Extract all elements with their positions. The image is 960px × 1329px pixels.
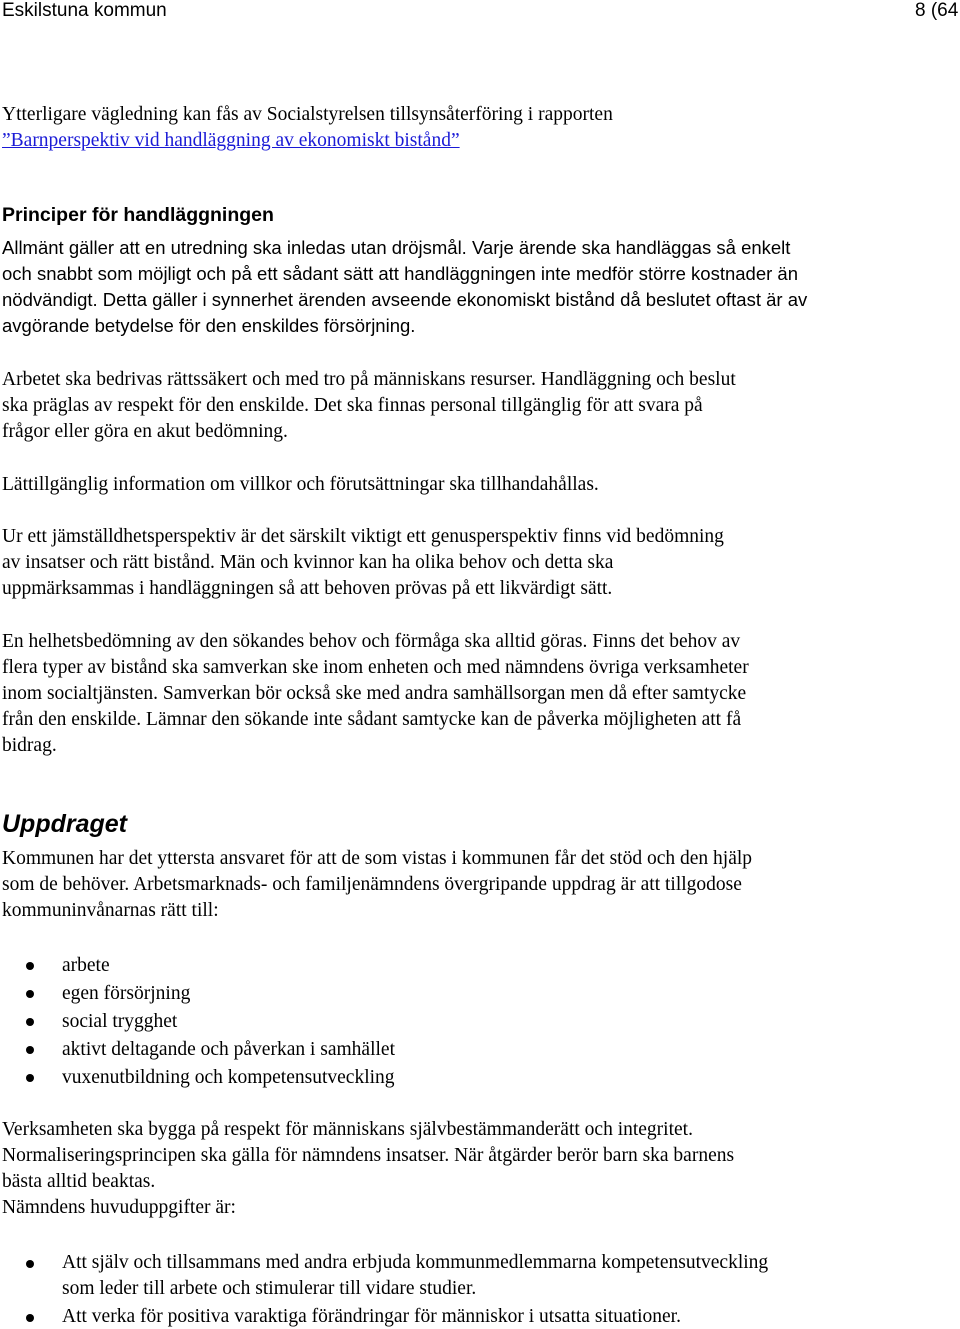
paragraph-line: Normaliseringsprincipen ska gälla för nämndens insatser. När åtgärder berör barn ska barnens [2, 1145, 735, 1166]
list-item [0, 1064, 395, 1092]
list-item [0, 952, 395, 980]
list-item-text: egen försörjning [62, 983, 191, 1004]
bullet-icon [26, 1314, 34, 1322]
list-item [0, 1304, 768, 1329]
paragraph-line: Nämndens huvuduppgifter är: [2, 1197, 236, 1218]
intro-paragraph [2, 102, 952, 154]
list-item-text: som leder till arbete och stimulerar till vidare studier. [62, 1278, 477, 1299]
assignment-paragraph-1 [2, 846, 952, 924]
paragraph-line: Verksamheten ska bygga på respekt för människans självbestämmanderätt och integritet. [2, 1119, 693, 1140]
paragraph-line: frågor eller göra en akut bedömning. [2, 421, 288, 442]
paragraph-line: inom socialtjänsten. Samverkan bör också ske med andra samhällsorgan men då efter samtycke [2, 683, 747, 704]
principles-paragraph-3 [2, 472, 952, 498]
tasks-list [0, 1250, 768, 1329]
intro-line: Ytterligare vägledning kan fås av Socialstyrelsen tillsynsåterföring i rapporten [2, 104, 613, 125]
principles-paragraph-4 [2, 524, 952, 602]
bullet-icon [26, 990, 34, 998]
bullet-icon [26, 1046, 34, 1054]
paragraph-line: uppmärksammas i handläggningen så att behoven prövas på ett likvärdigt sätt. [2, 578, 613, 599]
paragraph-line: Allmänt gäller att en utredning ska inledas utan dröjsmål. Varje ärende ska handläggas så enkelt [2, 237, 791, 258]
list-item [0, 1250, 768, 1302]
paragraph-line: Kommunen har det yttersta ansvaret för att de som vistas i kommunen får det stöd och den hjälp [2, 848, 753, 869]
principles-heading: Principer för handläggningen [2, 204, 274, 226]
paragraph-line: bästa alltid beaktas. [2, 1171, 156, 1192]
assignment-paragraph-2 [2, 1117, 952, 1221]
paragraph-line: Ur ett jämställdhetsperspektiv är det särskilt viktigt ett genusperspektiv finns vid bedömning [2, 526, 724, 547]
paragraph-line: flera typer av bistånd ska samverkan ske inom enheten och med nämndens övriga verksamheter [2, 657, 749, 678]
paragraph-line: som de behöver. Arbetsmarknads- och familjenämndens övergripande uppdrag är att tillgodose [2, 874, 742, 895]
paragraph-line: En helhetsbedömning av den sökandes behov och förmåga ska alltid göras. Finns det behov av [2, 631, 741, 652]
paragraph-line: från den enskilde. Lämnar den sökande inte sådant samtycke kan de påverka möjligheten att få [2, 709, 742, 730]
list-item-text: arbete [62, 955, 110, 976]
bullet-icon [26, 1074, 34, 1082]
list-item [0, 1008, 395, 1036]
principles-paragraph-2 [2, 367, 952, 445]
paragraph-line: och snabbt som möjligt och på ett sådant sätt att handläggningen inte medför större kostnader än [2, 263, 798, 284]
assignment-heading: Uppdraget [2, 810, 127, 838]
paragraph-line: Lättillgänglig information om villkor och förutsättningar ska tillhandahållas. [2, 474, 599, 495]
paragraph-line: ska präglas av respekt för den enskilde. Det ska finnas personal tillgänglig för att svara på [2, 395, 703, 416]
paragraph-line: av insatser och rätt bistånd. Män och kvinnor kan ha olika behov och detta ska [2, 552, 614, 573]
bullet-icon [26, 1018, 34, 1026]
paragraph-line: Arbetet ska bedrivas rättssäkert och med tro på människans resurser. Handläggning och beslut [2, 369, 736, 390]
bullet-icon [26, 1260, 34, 1268]
bullet-icon [26, 962, 34, 970]
list-item-text: Att verka för positiva varaktiga förändringar för människor i utsatta situationer. [62, 1306, 681, 1327]
principles-paragraph-5 [2, 629, 952, 759]
report-link[interactable]: ”Barnperspektiv vid handläggning av ekonomiskt bistånd” [2, 130, 460, 151]
paragraph-line: avgörande betydelse för den enskildes försörjning. [2, 315, 416, 336]
list-item-text: social trygghet [62, 1011, 178, 1032]
list-item-text: Att själv och tillsammans med andra erbjuda kommunmedlemmarna kompetensutveckling [62, 1252, 769, 1273]
paragraph-line: kommuninvånarnas rätt till: [2, 900, 219, 921]
page-number: 8 (64 [915, 0, 959, 21]
paragraph-line: bidrag. [2, 735, 57, 756]
list-item-text: aktivt deltagande och påverkan i samhället [62, 1039, 395, 1060]
principles-paragraph-1 [2, 235, 952, 339]
rights-list [0, 952, 395, 1092]
list-item-text: vuxenutbildning och kompetensutveckling [62, 1067, 395, 1088]
organization-name: Eskilstuna kommun [2, 0, 167, 21]
list-item [0, 1036, 395, 1064]
list-item [0, 980, 395, 1008]
paragraph-line: nödvändigt. Detta gäller i synnerhet ärenden avseende ekonomiskt bistånd då beslutet oftast är av [2, 289, 808, 310]
page-header [0, 0, 960, 24]
